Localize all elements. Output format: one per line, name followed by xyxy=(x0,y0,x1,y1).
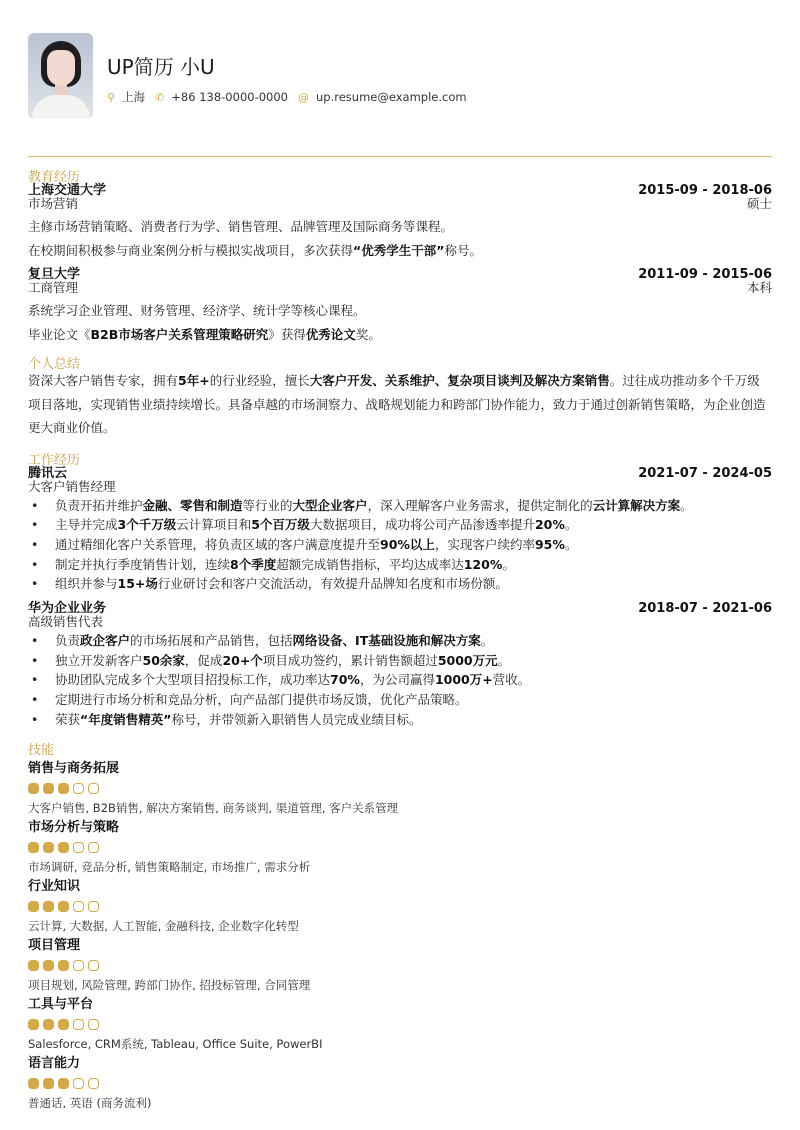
bold-text: 大客户开发、关系维护、复杂项目谈判及解决方案销售 xyxy=(309,373,610,388)
filled-dot-icon xyxy=(43,901,54,912)
bold-text: 大型企业客户 xyxy=(292,497,368,513)
education-entry xyxy=(28,184,772,262)
text-segment: 奖。 xyxy=(355,326,381,342)
filled-dot-icon xyxy=(43,842,54,853)
entry-header xyxy=(28,467,772,480)
description-line xyxy=(28,323,772,347)
empty-dot-icon xyxy=(73,960,84,971)
bold-text: 网络设备、IT基础设施和解决方案 xyxy=(292,633,481,649)
section-title: 教育经历 xyxy=(28,170,81,185)
empty-dot-icon xyxy=(88,842,99,853)
bold-text: 120% xyxy=(463,556,503,572)
date-range: 2018-07 - 2021-06 xyxy=(638,601,772,617)
skill-level-rating xyxy=(28,783,772,794)
bold-text: 20% xyxy=(534,517,565,533)
text-segment: 大数据项目，成功将公司产品渗透率提升 xyxy=(309,517,535,533)
bold-text: 50余家 xyxy=(142,652,185,668)
description-line xyxy=(28,215,772,239)
filled-dot-icon xyxy=(43,960,54,971)
skill-description: 项目规划, 风险管理, 跨部门协作, 招投标管理, 合同管理 xyxy=(28,977,311,992)
skill-name: 销售与商务拓展 xyxy=(28,760,120,776)
skills-section xyxy=(28,744,772,1111)
filled-dot-icon xyxy=(28,1078,39,1089)
date-range: 2015-09 - 2018-06 xyxy=(638,183,772,198)
skill-level-rating xyxy=(28,960,772,971)
text-segment: 定期进行市场分析和竞品分析，向产品部门提供市场反馈，优化产品策略。 xyxy=(55,692,468,708)
skill-name: 行业知识 xyxy=(28,878,81,894)
entry-description xyxy=(28,215,772,262)
major: 工商管理 xyxy=(28,280,79,295)
text-segment: ，实现客户续约率 xyxy=(434,536,535,552)
summary-section xyxy=(28,358,772,440)
candidate-name: UP简历 小U xyxy=(107,55,215,79)
list-item xyxy=(28,496,772,516)
list-item xyxy=(28,631,772,651)
email-icon: @ xyxy=(298,90,309,104)
text-segment: 超额完成销售指标，平均达成率达 xyxy=(276,556,464,572)
text-segment: 制定并执行季度销售计划，连续 xyxy=(55,556,231,572)
list-item xyxy=(28,670,772,690)
description-line xyxy=(28,239,772,263)
bold-text: 金融、零售和制造 xyxy=(142,497,243,513)
empty-dot-icon xyxy=(88,783,99,794)
text-segment: ，为公司赢得 xyxy=(359,672,435,688)
text-segment: 通过精细化客户关系管理，将负责区域的客户满意度提升至 xyxy=(55,536,381,552)
text-segment: 组织并参与 xyxy=(55,576,118,592)
text-segment: 。 xyxy=(497,652,511,668)
entry-description xyxy=(28,299,772,346)
list-item xyxy=(28,535,772,555)
skill-name: 语言能力 xyxy=(28,1055,81,1071)
entry-header xyxy=(28,602,772,615)
text-segment: 。 xyxy=(564,536,578,552)
bold-text: B2B市场客户关系管理策略研究 xyxy=(90,326,269,342)
education-section xyxy=(28,171,772,346)
list-item xyxy=(28,710,772,730)
skill-description: 普通话, 英语 (商务流利) xyxy=(28,1095,152,1110)
bold-text: 1000万+ xyxy=(434,672,493,688)
empty-dot-icon xyxy=(73,783,84,794)
section-title: 个人总结 xyxy=(28,357,81,372)
text-segment: 。 xyxy=(480,633,494,649)
filled-dot-icon xyxy=(58,1019,69,1030)
bold-text: 云计算解决方案 xyxy=(592,497,681,513)
job-role xyxy=(28,480,772,493)
text-segment: 云计算项目和 xyxy=(176,517,252,533)
empty-dot-icon xyxy=(73,842,84,853)
phone: +86 138-0000-0000 xyxy=(171,90,288,104)
text-segment: 主导并完成 xyxy=(55,517,118,533)
text-segment: 。 xyxy=(564,517,578,533)
filled-dot-icon xyxy=(28,842,39,853)
location: 上海 xyxy=(122,90,146,104)
text-segment: 荣获 xyxy=(55,711,81,727)
empty-dot-icon xyxy=(88,1078,99,1089)
bold-text: 优秀论文 xyxy=(305,326,356,342)
phone-icon: ✆ xyxy=(155,90,165,104)
role: 大客户销售经理 xyxy=(28,478,116,494)
filled-dot-icon xyxy=(58,842,69,853)
text-segment: 。 xyxy=(502,556,515,572)
text-segment: 营收。 xyxy=(492,672,531,688)
skill-description: 市场调研, 竞品分析, 销售策略制定, 市场推广, 需求分析 xyxy=(28,859,311,874)
entry-header xyxy=(28,184,772,197)
skill-name: 工具与平台 xyxy=(28,996,94,1012)
text-segment: 系统学习企业管理、财务管理、经济学、统计学等核心课程。 xyxy=(28,303,366,318)
bold-text: 15+场 xyxy=(117,576,158,592)
empty-dot-icon xyxy=(73,901,84,912)
section-title: 技能 xyxy=(28,742,55,758)
list-item xyxy=(28,574,772,594)
list-item xyxy=(28,690,772,710)
filled-dot-icon xyxy=(58,901,69,912)
skill-level-rating xyxy=(28,842,772,853)
bold-text: 5个百万级 xyxy=(251,517,310,533)
major: 市场营销 xyxy=(28,196,79,211)
filled-dot-icon xyxy=(58,960,69,971)
text-segment: 协助团队完成多个大型项目招投标工作，成功率达 xyxy=(55,672,331,688)
list-item xyxy=(28,515,772,535)
location-pin-icon: ⚲ xyxy=(107,90,116,104)
text-segment: 主修市场营销策略、消费者行为学、销售管理、品牌管理及国际商务等课程。 xyxy=(28,219,454,234)
bold-text: 3个千万级 xyxy=(117,517,177,533)
bold-text: 5年+ xyxy=(178,373,210,388)
text-segment: 。 xyxy=(680,497,693,513)
bold-text: 5000万元 xyxy=(437,652,498,668)
entry-subheader xyxy=(28,197,772,210)
bold-text: 70% xyxy=(330,672,360,688)
filled-dot-icon xyxy=(28,1019,39,1030)
company-name: 腾讯云 xyxy=(28,465,68,481)
job-role xyxy=(28,615,772,628)
filled-dot-icon xyxy=(58,1078,69,1089)
email[interactable]: up.resume@example.com xyxy=(316,90,467,104)
empty-dot-icon xyxy=(88,1019,99,1030)
summary-text xyxy=(28,369,772,440)
company-name: 华为企业业务 xyxy=(28,601,107,617)
text-segment: ，深入理解客户业务需求，提供定制化的 xyxy=(367,497,593,513)
empty-dot-icon xyxy=(73,1078,84,1089)
filled-dot-icon xyxy=(43,1019,54,1030)
achievement-list xyxy=(28,631,772,730)
text-segment: 负责 xyxy=(55,633,81,649)
empty-dot-icon xyxy=(88,960,99,971)
skill-name: 市场分析与策略 xyxy=(28,819,120,835)
description-line xyxy=(28,299,772,323)
list-item xyxy=(28,651,772,671)
skill-description: Salesforce, CRM系统, Tableau, Office Suite, PowerBI xyxy=(28,1036,323,1051)
degree: 硕士 xyxy=(746,196,772,211)
text-segment: 资深大客户销售专家，拥有 xyxy=(28,373,179,388)
bold-text: 8个季度 xyxy=(230,556,277,572)
list-item xyxy=(28,555,772,575)
text-segment: 在校期间积极参与商业案例分析与模拟实战项目，多次获得 xyxy=(28,242,354,258)
skill-level-rating xyxy=(28,1078,772,1089)
section-title: 工作经历 xyxy=(28,452,81,468)
bold-text: 95% xyxy=(534,536,565,552)
filled-dot-icon xyxy=(43,1078,54,1089)
entry-subheader xyxy=(28,281,772,294)
text-segment: ，促成 xyxy=(184,652,223,668)
text-segment: 等行业的 xyxy=(242,497,293,513)
school-name: 上海交通大学 xyxy=(28,183,107,198)
filled-dot-icon xyxy=(28,783,39,794)
filled-dot-icon xyxy=(43,783,54,794)
text-segment: 独立开发新客户 xyxy=(55,652,143,668)
skill-name: 项目管理 xyxy=(28,937,81,953)
profile-photo xyxy=(28,33,93,119)
text-segment: 的行业经验，擅长 xyxy=(209,373,310,388)
entry-header xyxy=(28,268,772,281)
job-entry xyxy=(28,467,772,595)
date-range: 2011-09 - 2015-06 xyxy=(638,267,772,282)
skill-description: 大客户销售, B2B销售, 解决方案销售, 商务谈判, 渠道管理, 客户关系管理 xyxy=(28,800,399,815)
resume-header xyxy=(28,0,772,157)
bold-text: “年度销售精英” xyxy=(80,711,172,727)
work-section xyxy=(28,454,772,730)
empty-dot-icon xyxy=(73,1019,84,1030)
degree: 本科 xyxy=(746,280,772,295)
role: 高级销售代表 xyxy=(28,614,104,630)
filled-dot-icon xyxy=(58,783,69,794)
text-segment: 》获得 xyxy=(268,326,306,342)
filled-dot-icon xyxy=(28,960,39,971)
text-segment: 的市场拓展和产品销售，包括 xyxy=(130,633,293,649)
empty-dot-icon xyxy=(88,901,99,912)
text-segment: 。过往成功推动多个千万级项目落地，实现销售业绩持续增长。具备卓越的市场洞察力、战略规划能力和跨部门协作能力，致力于通过创新销售策略，为企业创造更大商业价值。 xyxy=(28,373,766,435)
text-segment: 行业研讨会和客户交流活动，有效提升品牌知名度和市场份额。 xyxy=(157,576,508,592)
school-name: 复旦大学 xyxy=(28,267,81,282)
education-entry xyxy=(28,268,772,346)
bold-text: 政企客户 xyxy=(80,633,131,649)
text-segment: 项目成功签约，累计销售额超过 xyxy=(262,652,438,668)
bold-text: 90%以上 xyxy=(380,536,435,552)
skill-level-rating xyxy=(28,1019,772,1030)
filled-dot-icon xyxy=(28,901,39,912)
text-segment: 毕业论文《 xyxy=(28,326,91,342)
skill-level-rating xyxy=(28,901,772,912)
job-entry xyxy=(28,602,772,730)
text-segment: 称号，并带领新入职销售人员完成业绩目标。 xyxy=(171,711,422,727)
date-range: 2021-07 - 2024-05 xyxy=(638,465,772,481)
text-segment: 称号。 xyxy=(444,242,482,258)
bold-text: 20+个 xyxy=(222,652,263,668)
achievement-list xyxy=(28,496,772,595)
bold-text: “优秀学生干部” xyxy=(353,242,445,258)
text-segment: 负责开拓并维护 xyxy=(55,497,143,513)
skill-description: 云计算, 大数据, 人工智能, 金融科技, 企业数字化转型 xyxy=(28,918,299,933)
